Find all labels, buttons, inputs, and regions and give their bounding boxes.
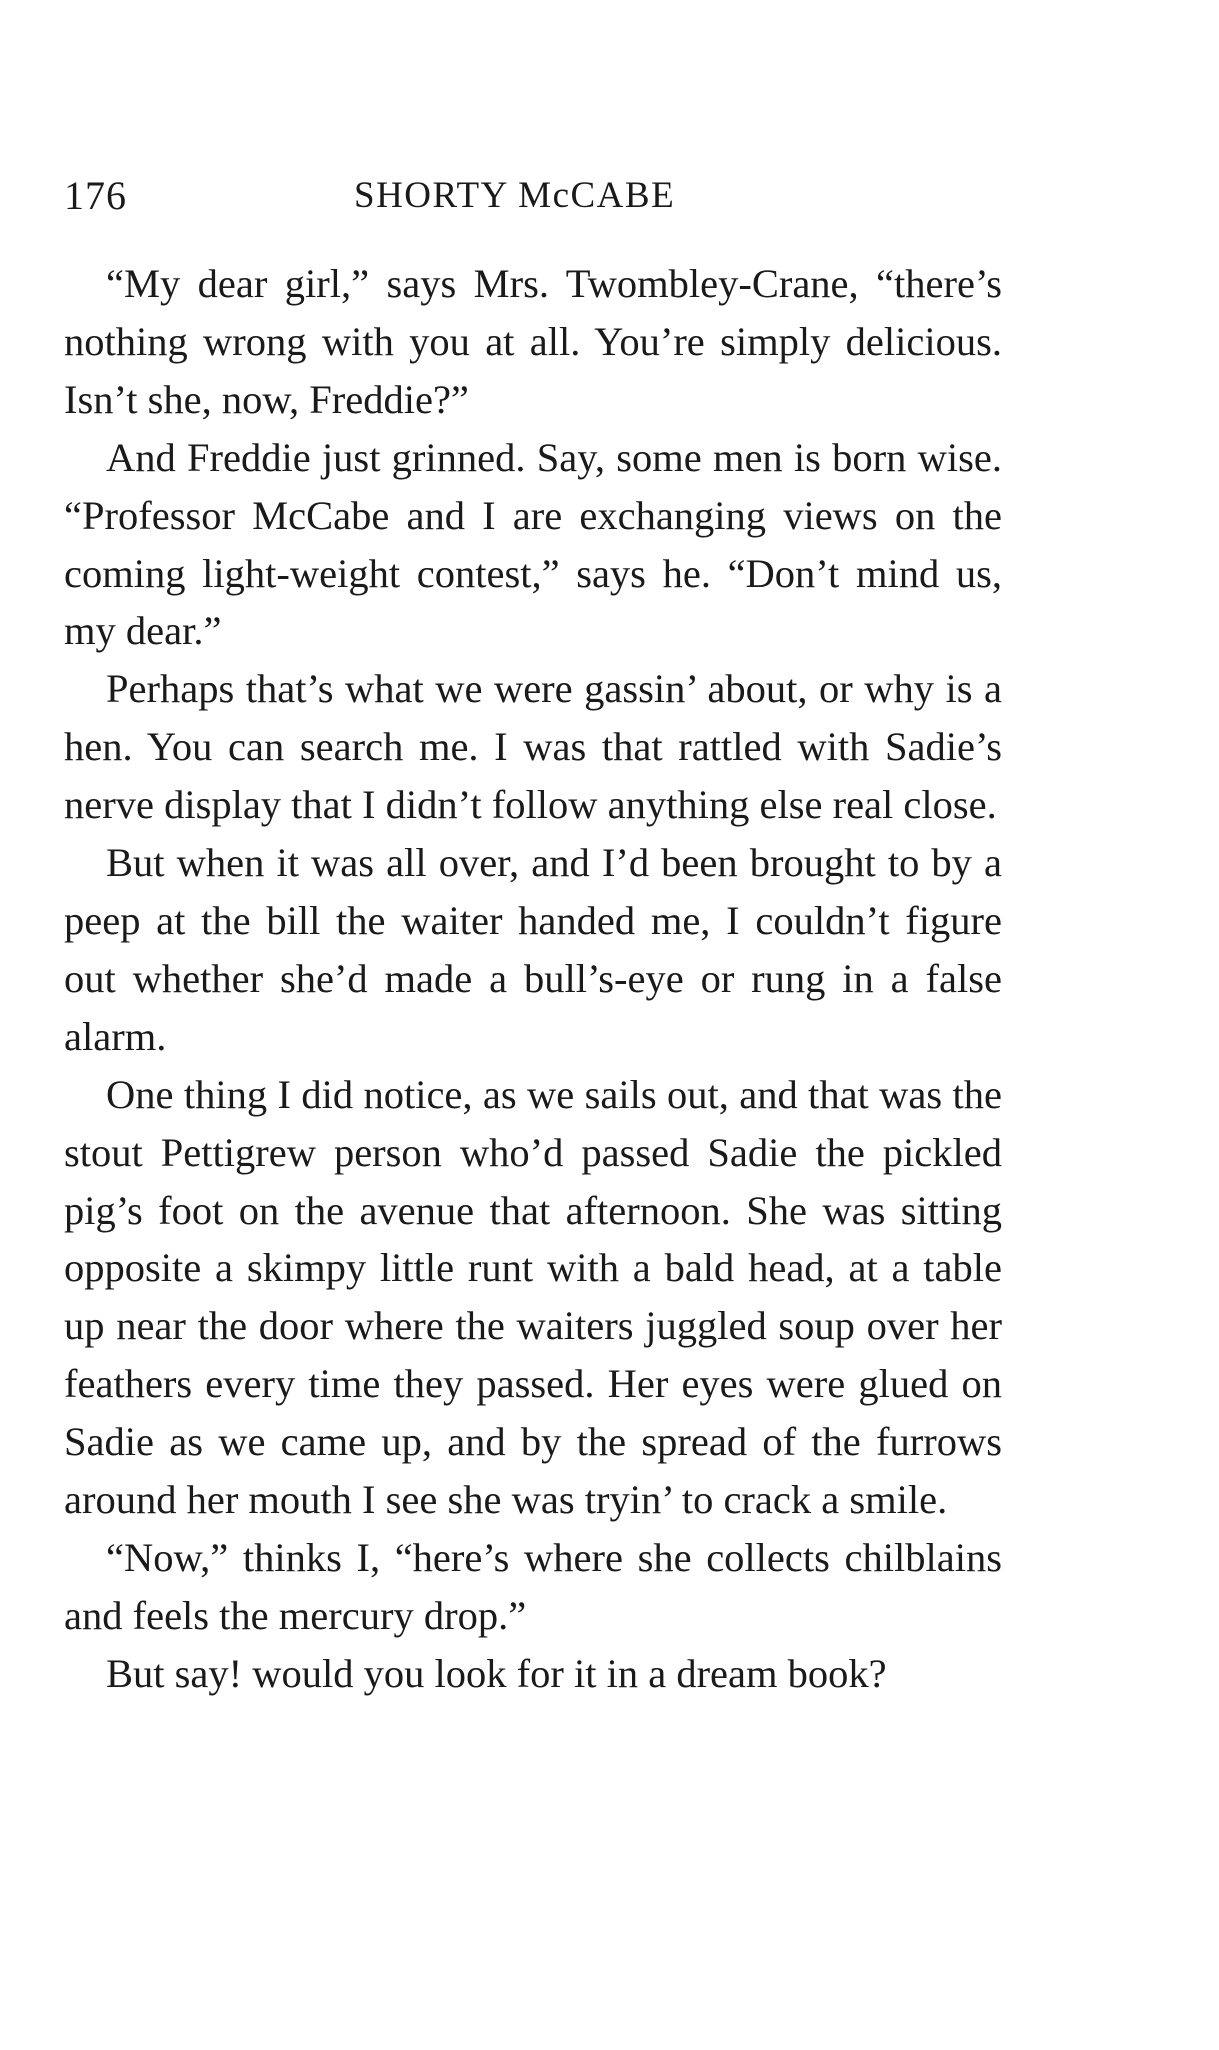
paragraph: But when it was all over, and I’d been brought to by a peep at the bill the waiter handed me, I couldn’t figure out whether she’d made a bull’s-eye or rung in a false alarm. — [64, 840, 1002, 1059]
paragraph: Perhaps that’s what we were gassin’ about, or why is a hen. You can search me. I was that rattled with Sadie’s nerve display that I didn’t follow anything else real close. — [64, 666, 1002, 828]
running-head — [64, 168, 1002, 224]
paragraph: “My dear girl,” says Mrs. Twombley-Crane, “there’s nothing wrong with you at all. You’re simply delicious. Isn’t she, now, Freddie?” — [64, 261, 1002, 422]
body-text — [64, 255, 1002, 1703]
paragraph: One thing I did notice, as we sails out, and that was the stout Pettigrew person who’d passed Sadie the pickled pig’s foot on the avenue that afternoon. She was sitting opposite a skimpy little runt with a bald head, at a table up near the door where the waiters juggled soup over her feathers every time they passed. Her eyes were glued on Sadie as we came up, and by the spread of the furrows around her mouth I see she was tryin’ to crack a smile. — [64, 1071, 1002, 1523]
paragraph: But say! would you look for it in a dream book? — [106, 1650, 887, 1696]
paragraph: And Freddie just grinned. Say, some men is born wise. “Professor McCabe and I are exchanging views on the coming light-weight contest,” says he. “Don’t mind us, my dear.” — [64, 434, 1002, 654]
paragraph: “Now,” thinks I, “here’s where she collects chilblains and feels the mercury drop.” — [64, 1534, 1002, 1638]
page-number: 176 — [64, 173, 127, 218]
book-title: SHORTY McCABE — [354, 175, 676, 216]
